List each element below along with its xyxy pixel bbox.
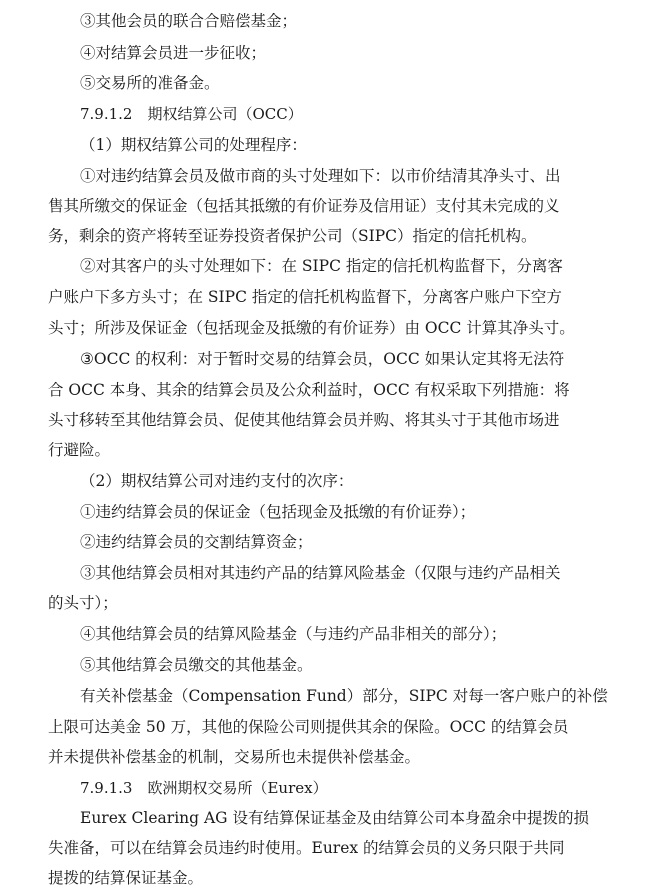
text-line: 上限可达美金 50 万，其他的保险公司则提供其余的保险。OCC 的结算会员: [48, 718, 569, 736]
text-line: （2）期权结算公司对违约支付的次序：: [80, 472, 354, 490]
text-line: 售其所缴交的保证金（包括其抵缴的有价证券及信用证）支付其未完成的义: [48, 197, 560, 215]
text-line: ①违约结算会员的保证金（包括现金及抵缴的有价证券）；: [80, 503, 476, 521]
text-line: 的头寸）；: [48, 594, 118, 612]
text-line: ⑤其他结算会员缴交的其他基金。: [80, 656, 313, 674]
text-line: ③其他会员的联合合赔偿基金；: [80, 12, 298, 30]
text-line: 头寸移转至其他结算会员、促使其他结算会员并购、将其头寸于其他市场进: [48, 411, 560, 429]
text-line: ③OCC 的权利：对于暂时交易的结算会员，OCC 如果认定其将无法符: [80, 350, 565, 368]
text-line: ②对其客户的头寸处理如下：在 SIPC 指定的信托机构监督下，分离客: [80, 257, 563, 275]
text-line: 头寸；所涉及保证金（包括现金及抵缴的有价证券）由 OCC 计算其净头寸。: [48, 319, 575, 337]
text-line: ③其他结算会员相对其违约产品的结算风险基金（仅限与违约产品相关: [80, 564, 561, 582]
text-line: 户账户下多方头寸；在 SIPC 指定的信托机构监督下，分离客户账户下空方: [48, 288, 562, 306]
text-line: 有关补偿基金（Compensation Fund）部分，SIPC 对每一客户账户的补偿: [80, 687, 608, 705]
text-line: ②违约结算会员的交割结算资金；: [80, 533, 313, 551]
section-heading: 7.9.1.2 期权结算公司（OCC）: [80, 105, 303, 123]
text-line: 行避险。: [48, 441, 111, 459]
text-line: 提拨的结算保证基金。: [48, 869, 204, 887]
text-line: 务，剩余的资产将转至证券投资者保护公司（SIPC）指定的信托机构。: [48, 227, 537, 245]
text-line: 并未提供补偿基金的机制，交易所也未提供补偿基金。: [48, 748, 421, 766]
text-line: （1）期权结算公司的处理程序：: [80, 136, 307, 154]
text-line: 失准备，可以在结算会员违约时使用。Eurex 的结算会员的义务只限于共同: [48, 839, 565, 857]
text-line: ①对违约结算会员及做市商的头寸处理如下：以市价结清其净头寸、出: [80, 167, 561, 185]
text-line: 合 OCC 本身、其余的结算会员及公众利益时，OCC 有权采取下列措施：将: [48, 381, 570, 399]
text-line: ④对结算会员进一步征收；: [80, 44, 267, 62]
text-line: Eurex Clearing AG 设有结算保证基金及由结算公司本身盈余中提拨的损: [80, 809, 589, 827]
text-line: ④其他结算会员的结算风险基金（与违约产品非相关的部分）；: [80, 625, 507, 643]
text-line: ⑤交易所的准备金。: [80, 74, 220, 92]
section-heading: 7.9.1.3 欧洲期权交易所（Eurex）: [80, 779, 328, 797]
